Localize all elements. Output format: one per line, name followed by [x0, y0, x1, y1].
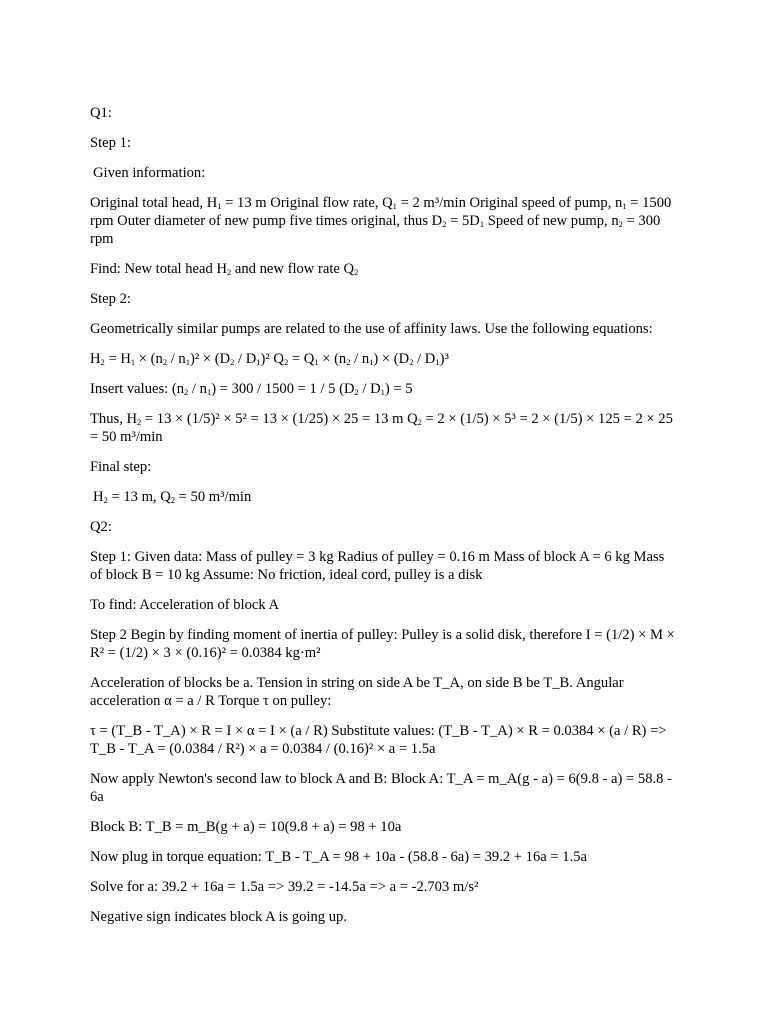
- q2-acceleration: Acceleration of blocks be a. Tension in string on side A be T_A, on side B be T_B. Angular acceleration α = a / R Torque τ on pulley:: [90, 675, 624, 709]
- q2-step2: Step 2 Begin by finding moment of inertia of pulley: Pulley is a solid disk, therefore I = (1/2) × M × R² = (1/2) × 3 × (0.16)² = 0.0384 kg·m²: [90, 627, 675, 661]
- q2-negative-sign: Negative sign indicates block A is going up.: [90, 909, 347, 925]
- q1-affinity-equations: $H_2 = H_1 \times (n_2 / n_1)^2 \times (D_2 / D_1)^2$ $Q_2 = Q_1 \times (n_2 / n_1) \times (D_2 / D_1)^3$: [90, 351, 449, 367]
- q1-find: Find: New total head $H_2$ and new flow rate $Q_2$: [90, 261, 359, 277]
- q2-solve: Solve for a: 39.2 + 16a = 1.5a => 39.2 = -14.5a => a = -2.703 m/s²: [90, 879, 479, 895]
- q2-to-find: To find: Acceleration of block A: [90, 597, 280, 613]
- q1-insert-values: Insert values: $(n_2 / n_1) = 300 / 1500 = 1 / 5$ $(D_2 / D_1) = 5$: [90, 381, 413, 397]
- q1-final-step-heading: Final step:: [90, 459, 152, 475]
- q2-step1: Step 1: Given data: Mass of pulley = 3 kg Radius of pulley = 0.16 m Mass of block A = 6 kg Mass of block B = 10 kg Assume: No friction, ideal cord, pulley is a disk: [90, 549, 665, 583]
- q2-block-b: Block B: T_B = m_B(g + a) = 10(9.8 + a) = 98 + 10a: [90, 819, 402, 835]
- document-body: [90, 104, 675, 938]
- q1-given-info: Original total head, $H_1 = 13$ m Original flow rate, $Q_1 = 2$ m³/min Original speed of pump, $n_1 = 1500$ rpm Outer diameter of new pump five times original, thus $D_2 = 5D_1$ Speed of new pump, $n_2 = 300$ rpm: [90, 195, 672, 247]
- q1-step1-heading: Step 1:: [90, 135, 131, 151]
- q1-heading: Q1:: [90, 105, 112, 121]
- q1-given-heading: Given information:: [93, 165, 206, 181]
- q1-thus: Thus, $H_2 = 13 \times (1/5)^2 \times 5^2 = 13 \times (1/25) \times 25 = 13$ m $Q_2 = 2 \times (1/5) \times 5^3 = 2 \times (1/5) \times 125 = 2 \times 25 = 50$ m³/min: [90, 411, 673, 445]
- q1-step2-heading: Step 2:: [90, 291, 131, 307]
- q1-final-answer: $H_2 = 13$ m, $Q_2 = 50$ m³/min: [93, 489, 252, 505]
- q1-affinity-text: Geometrically similar pumps are related to the use of affinity laws. Use the following equations:: [90, 321, 653, 337]
- q2-newton: Now apply Newton's second law to block A and B: Block A: T_A = m_A(g - a) = 6(9.8 - a) = 58.8 - 6a: [90, 771, 672, 805]
- q2-plug-in: Now plug in torque equation: T_B - T_A = 98 + 10a - (58.8 - 6a) = 39.2 + 16a = 1.5a: [90, 849, 587, 865]
- q2-heading: Q2:: [90, 519, 112, 535]
- q2-torque: τ = (T_B - T_A) × R = I × α = I × (a / R) Substitute values: (T_B - T_A) × R = 0.0384 × (a / R) => T_B - T_A = (0.0384 / R²) × a = 0.0384 / (0.16)² × a = 1.5a: [90, 723, 667, 757]
